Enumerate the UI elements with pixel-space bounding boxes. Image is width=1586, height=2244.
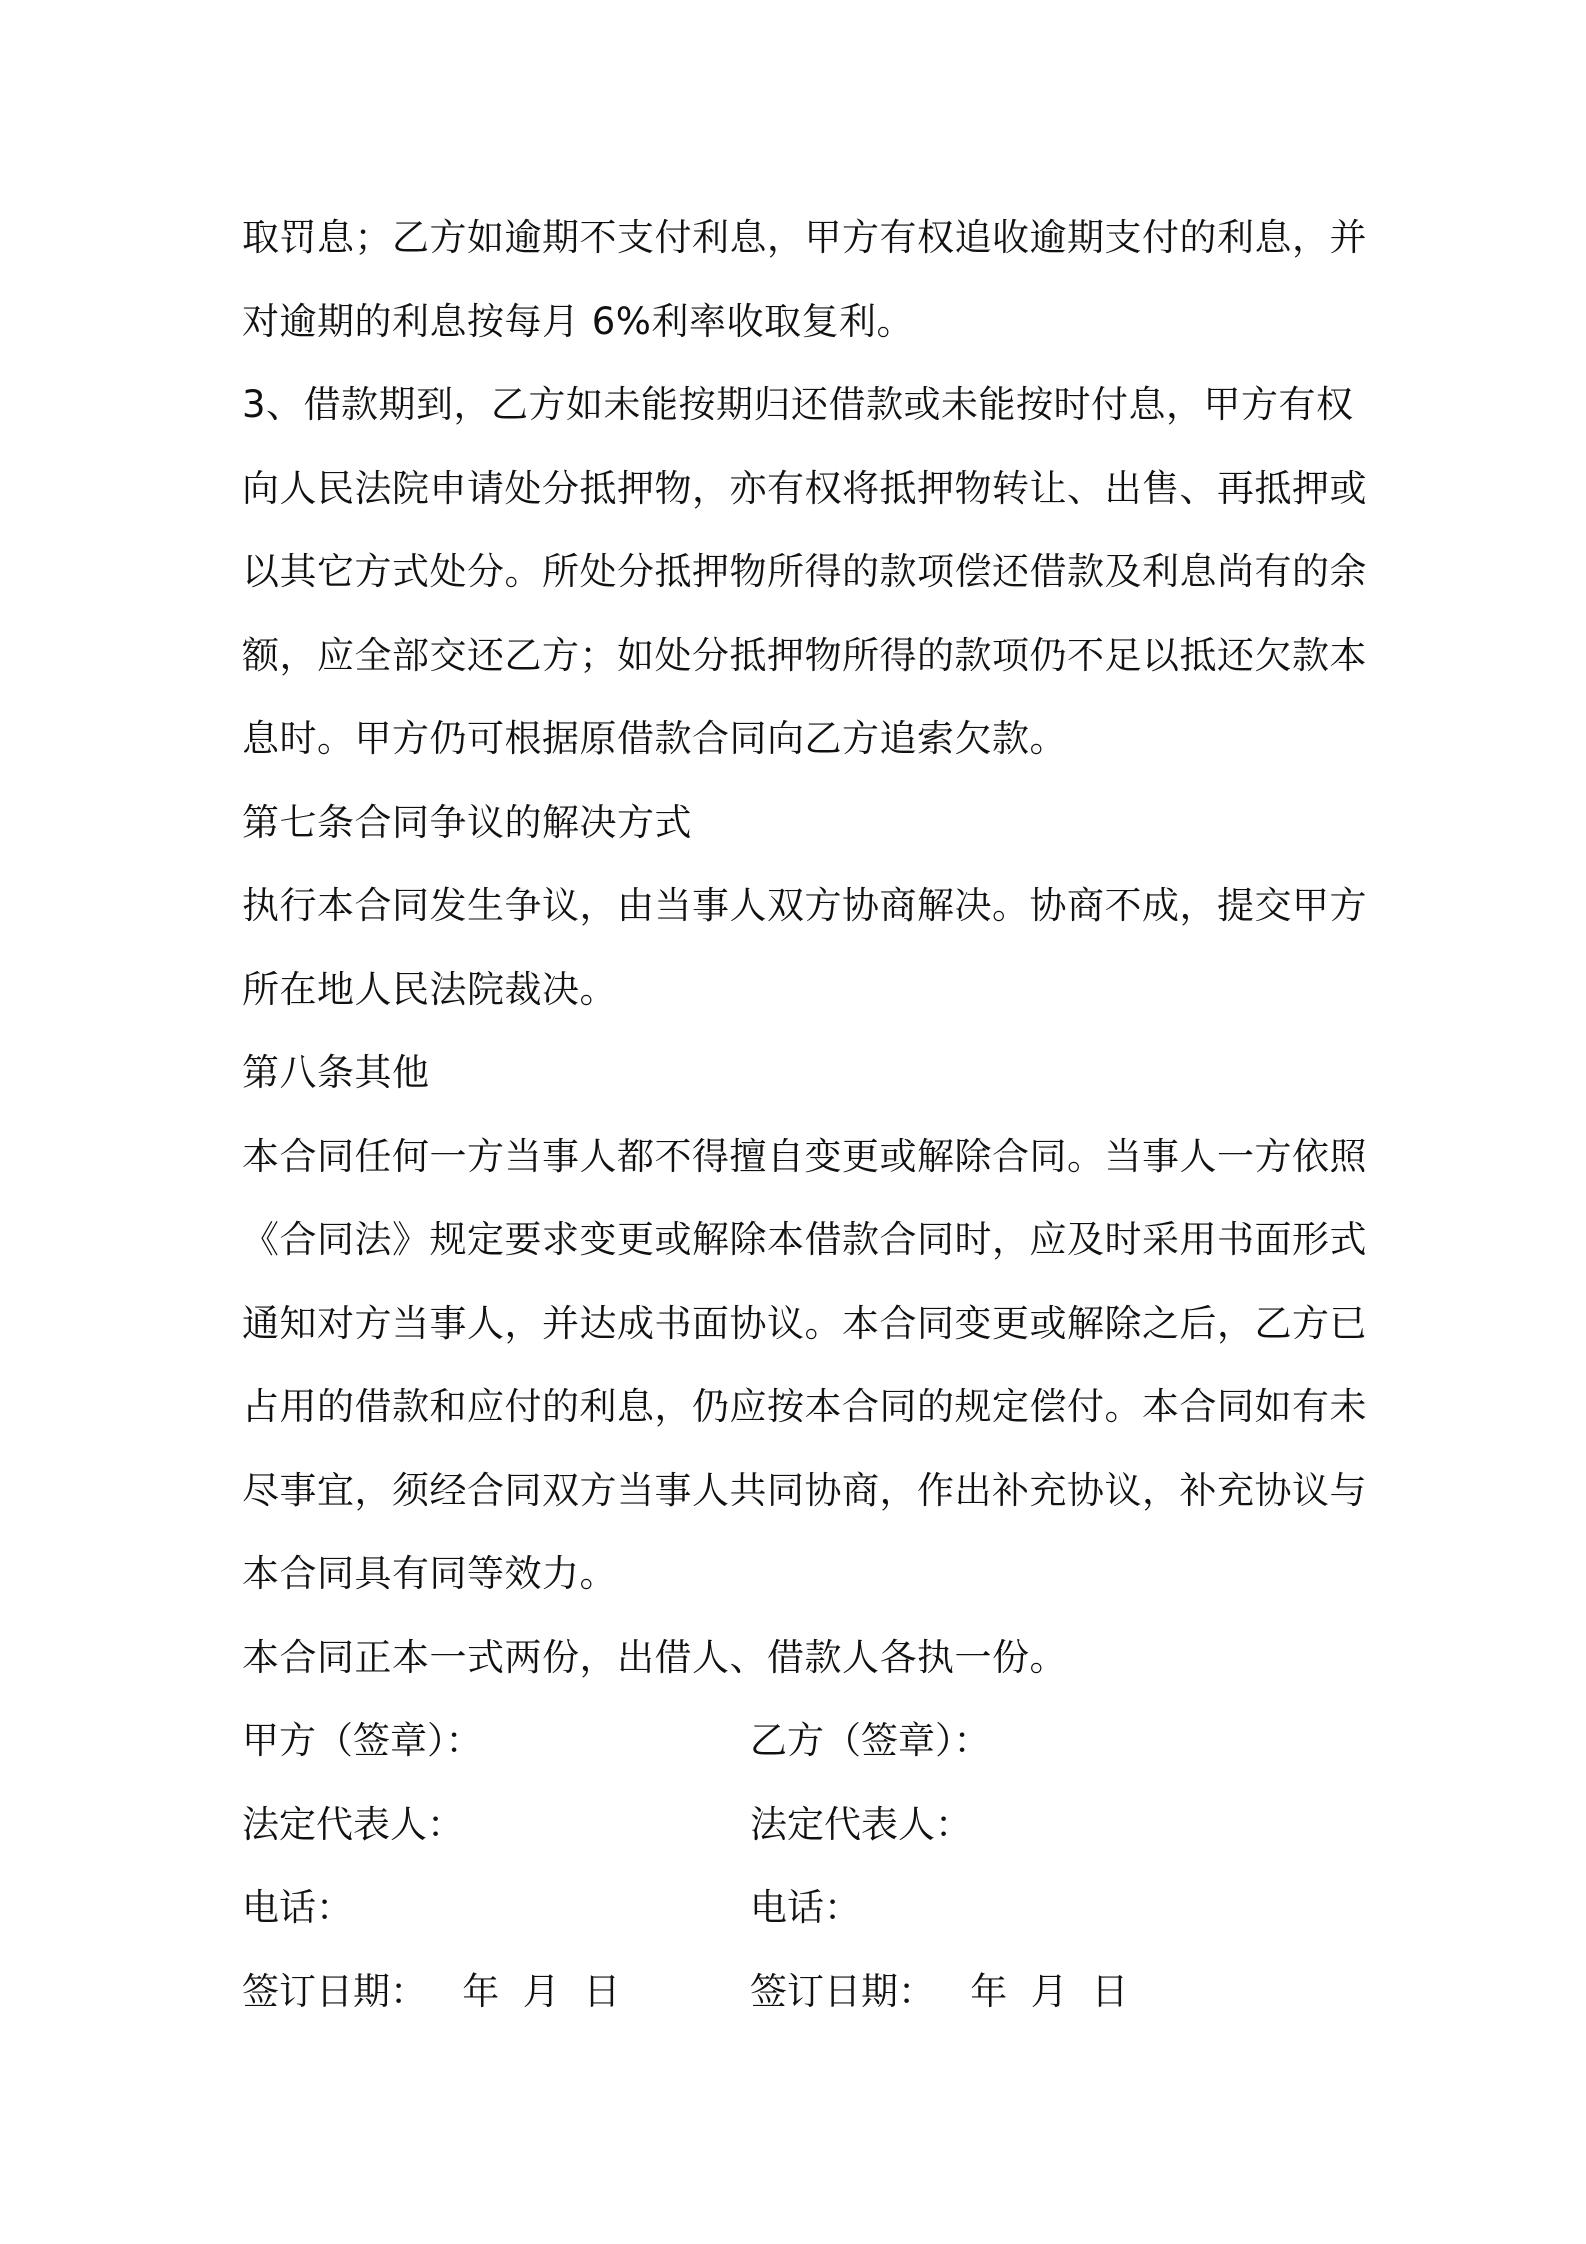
paragraph-line: 额，应全部交还乙方；如处分抵押物所得的款项仍不足以抵还欠款本: [242, 633, 1367, 677]
paragraph-line: 本合同正本一式两份，出借人、借款人各执一份。: [242, 1635, 1067, 1679]
party-a-date-label: 签订日期： 年 月 日: [242, 1969, 621, 2013]
paragraph-line: 尽事宜，须经合同双方当事人共同协商，作出补充协议，补充协议与: [242, 1468, 1367, 1512]
paragraph-line: 3、借款期到，乙方如未能按期归还借款或未能按时付息，甲方有权: [242, 383, 1354, 426]
paragraph-line: 以其它方式处分。所处分抵押物所得的款项偿还借款及利息尚有的余: [242, 550, 1367, 593]
party-b-phone-label: 电话：: [750, 1886, 861, 1929]
paragraph-line: 息时。甲方仍可根据原借款合同向乙方追索欠款。: [242, 717, 1067, 760]
paragraph-line: 通知对方当事人，并达成书面协议。本合同变更或解除之后，乙方已: [242, 1301, 1367, 1345]
paragraph-line: 本合同任何一方当事人都不得擅自变更或解除合同。当事人一方依照: [242, 1134, 1367, 1178]
party-b-seal-label: 乙方（签章）：: [750, 1719, 991, 1762]
signature-row-phone: [242, 1866, 1352, 1950]
party-a-phone-label: 电话：: [242, 1886, 353, 1929]
paragraph-line: 本合同具有同等效力。: [242, 1552, 617, 1595]
party-a-seal-label: 甲方（签章）：: [242, 1719, 483, 1762]
paragraph-line: 对逾期的利息按每月 6%利率收取复利。: [242, 299, 914, 343]
party-b-date-label: 签订日期： 年 月 日: [750, 1969, 1129, 2013]
section-heading: 第八条其他: [242, 1051, 430, 1094]
paragraph-line: 《合同法》规定要求变更或解除本借款合同时，应及时采用书面形式: [242, 1218, 1367, 1261]
section-heading: 第七条合同争议的解决方式: [242, 800, 692, 844]
paragraph-line: 取罚息；乙方如逾期不支付利息，甲方有权追收逾期支付的利息，并: [242, 216, 1367, 259]
contract-page: [242, 196, 1367, 2033]
paragraph-line: 向人民法院申请处分抵押物，亦有权将抵押物转让、出售、再抵押或: [242, 466, 1367, 510]
party-b-representative-label: 法定代表人：: [750, 1802, 972, 1846]
signature-row-seal: [242, 1699, 1352, 1783]
paragraph-line: 所在地人民法院裁决。: [242, 967, 617, 1011]
signature-row-date: [242, 1950, 1352, 2034]
paragraph-line: 占用的借款和应付的利息，仍应按本合同的规定偿付。本合同如有未: [242, 1385, 1367, 1428]
paragraph-line: 执行本合同发生争议，由当事人双方协商解决。协商不成，提交甲方: [242, 884, 1367, 927]
party-a-representative-label: 法定代表人：: [242, 1802, 464, 1846]
signature-row-representative: [242, 1783, 1352, 1867]
